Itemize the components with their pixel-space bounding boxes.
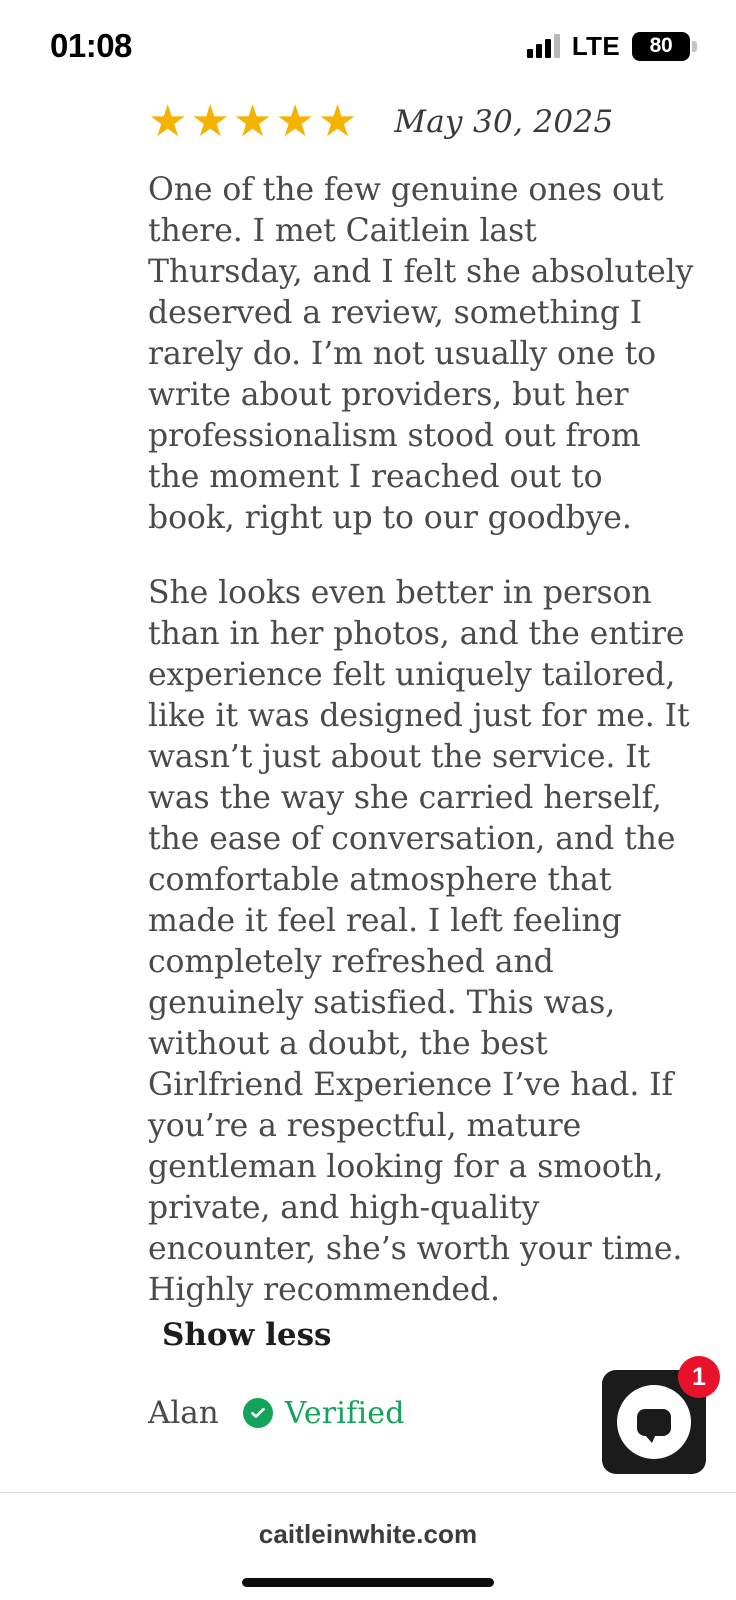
review-paragraph: She looks even better in person than in her photos, and the entire experience felt uniquely tailored, like it was designed just for me. It wasn’t just about the service. It was the way she carried herself, the ease of conversation, and the comfortable atmosphere that made it feel real. I left feeling completely refreshed and genuinely satisfied. This was, without a doubt, the best Girlfriend Experience I’ve had. If you’re a respectful, mature gentleman looking for a smooth, private, and high-quality encounter, she’s worth your time. Highly recommended. (148, 575, 690, 1308)
review-paragraph: One of the few genuine ones out there. I met Caitlein last Thursday, and I felt she absolutely deserved a review, something I rarely do. I’m not usually one to write about providers, but her professionalism stood out from the moment I reached out to book, right up to our goodbye. (148, 172, 694, 536)
review-card (0, 92, 736, 1431)
battery-percent: 80 (649, 34, 673, 57)
chat-bubble-icon (617, 1385, 691, 1459)
check-circle-icon (243, 1398, 273, 1428)
show-less-toggle[interactable]: Show less (162, 1317, 332, 1353)
status-indicators (527, 31, 690, 62)
status-bar (0, 0, 736, 92)
site-url[interactable]: caitleinwhite.com (258, 1519, 478, 1549)
review-header (148, 97, 696, 146)
home-indicator[interactable] (242, 1578, 494, 1587)
review-body (148, 170, 696, 1311)
signal-bars-icon (527, 34, 560, 58)
status-time: 01:08 (50, 27, 132, 64)
review-date: May 30, 2025 (394, 104, 614, 140)
star-rating-icon: ★★★★★ (148, 97, 361, 146)
reviewer-name: Alan (148, 1395, 219, 1431)
status-badge (243, 1396, 405, 1431)
chat-unread-badge: 1 (678, 1356, 720, 1398)
review-content (0, 92, 736, 1492)
chat-launcher-button[interactable] (602, 1362, 706, 1474)
browser-bottom-bar (0, 1492, 736, 1600)
verified-label: Verified (284, 1395, 405, 1431)
battery-icon (632, 32, 690, 61)
network-label: LTE (571, 30, 620, 61)
